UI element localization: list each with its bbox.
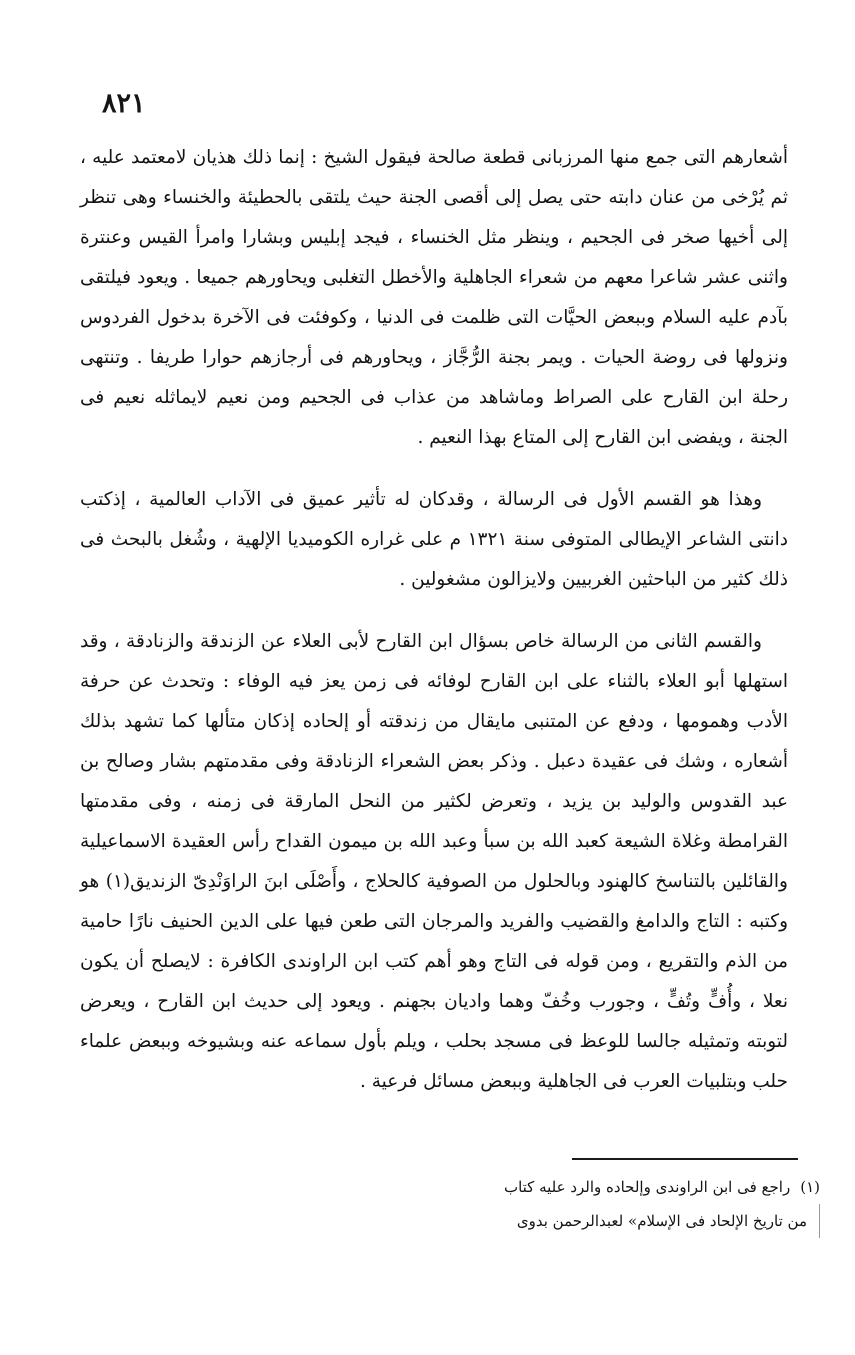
footnote-divider [572,1158,798,1160]
footnotes [480,1170,820,1238]
footnote-text-2: من تاريخ الإلحاد فى الإسلام» لعبدالرحمن بدوى [516,1212,807,1230]
paragraph-1: أشعارهم التى جمع منها المرزبانى قطعة صالحة فيقول الشيخ : إنما ذلك هذيان لامعتمد عليه ، ثم يُرْخى من عنان دابته حتى يصل إلى أقصى الجنة حيث يلتقى بالحطيئة والخنساء وهى تنظر إلى أخيها صخر فى الجحيم ، وينظر مثل الخنساء ، فيجد إبليس وبشارا وامرأ القيس وعنترة واثنى عشر شاعرا معهم من شعراء الجاهلية والأخطل التغلبى ويحاورهم جميعا . ويعود فيلتقى بآدم عليه السلام وببعض الحيَّات التى ظلمت فى الدنيا ، وكوفئت فى الآخرة بدخول الفردوس ونزولها فى روضة الحيات . ويمر بجنة الرُّجَّاز ، ويحاورهم فى أرجازهم حوارا طريفا . وتنتهى رحلة ابن القارح على الصراط وماشاهد من عذاب فى الجحيم ومن نعيم لايماثله نعيم فى الجنة ، ويفضى ابن القارح إلى المتاع بهذا النعيم . [80,147,788,448]
footnote-line-2 [480,1204,820,1238]
footnote-line-1 [480,1170,820,1204]
paragraph-2: وهذا هو القسم الأول فى الرسالة ، وقدكان له تأثير عميق فى الآداب العالمية ، إذكتب دانتى الشاعر الإيطالى المتوفى سنة ١٣٢١ م على غراره الكوميديا الإلهية ، وشُغل بالبحث فى ذلك كثير من الباحثين الغربيين ولايزالون مشغولين . [80,489,788,590]
footnote-text-1: راجع فى ابن الراوندى وإلحاده والرد عليه كتاب [503,1178,791,1196]
footnote-number: (١) [800,1178,820,1196]
paragraph-3: والقسم الثانى من الرسالة خاص بسؤال ابن القارح لأبى العلاء عن الزندقة والزنادقة ، وقد استهلها أبو العلاء بالثناء على ابن القارح لوفائه فى زمن يعز فيه الوفاء : وتحدث عن حرفة الأدب وهمومها ، ودفع عن المتنبى مايقال من زندقته أو إلحاده إذكان متألها كما تشهد بذلك أشعاره ، وشك فى عقيدة دعبل . وذكر بعض الشعراء الزنادقة وفى مقدمتهم بشار وصالح بن عبد القدوس والوليد بن يزيد ، وتعرض لكثير من النحل المارقة فى زمنه ، وفى مقدمتها القرامطة وغلاة الشيعة كعبد الله بن سبأ وعبد الله بن ميمون القداح رأس العقيدة الاسماعيلية والقائلين بالتناسخ كالهنود وبالحلول من الصوفية كالحلاج ، وأَصْلَى ابنَ الراوَنْدِىّ الزنديق(١) هو وكتبه : التاج والدامغ والقضيب والفريد والمرجان التى طعن فيها على الدين الحنيف نارًا حامية من الذم والتقريع ، ومن قوله فى التاج وهو أهم كتب ابن الراوندى الكافرة : لايصلح أن يكون نعلا ، وأُفٍّ وتُفٍّ ، وجورب وخُفّ وهما واديان بجهنم . ويعود إلى حديث ابن القارح ، ويعرض لتوبته وتمثيله جالسا للوعظ فى مسجد بحلب ، ويلم بأول سماعه عنه وبشيوخه وببعض علماء حلب وبتلبيات العرب فى الجاهلية وببعض مسائل فرعية . [80,631,788,1092]
page-number: ٨٢١ [102,88,146,119]
body-text [80,138,788,1102]
